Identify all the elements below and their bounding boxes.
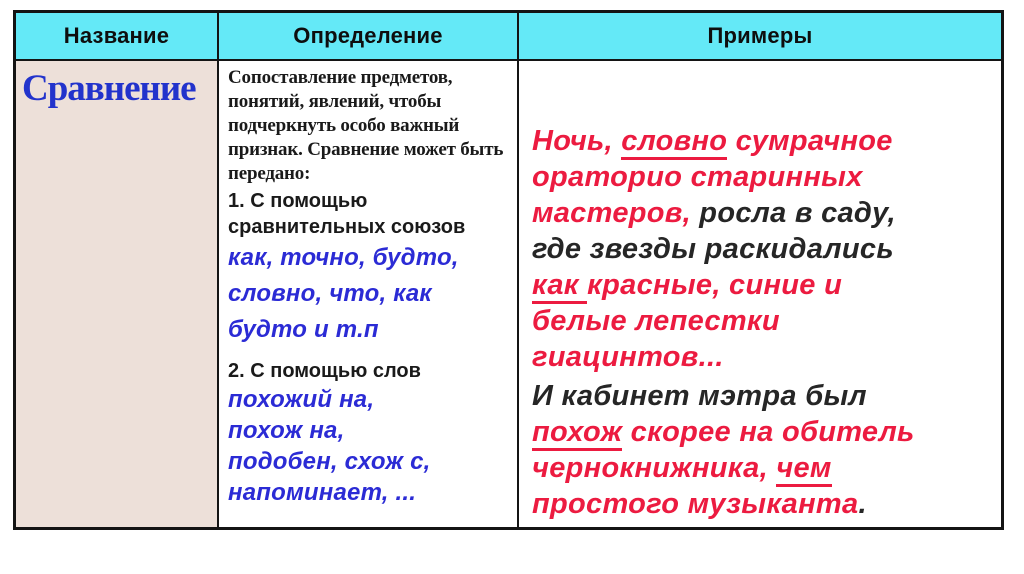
text-segment: белые лепестки bbox=[532, 305, 780, 337]
text-segment: простого музыканта bbox=[532, 488, 859, 520]
word-line: как, точно, будто, bbox=[228, 244, 459, 271]
method1-label: 1. С помощью сравнительных союзов bbox=[228, 190, 466, 238]
header-col-definition: Определение bbox=[219, 13, 517, 59]
term-label: Сравнение bbox=[22, 68, 196, 109]
text-segment: скорее на обитель bbox=[622, 416, 915, 448]
text-segment: росла в саду, bbox=[690, 197, 896, 229]
text-segment: ораторио старинных bbox=[532, 161, 863, 193]
word-line: подобен, схож с, bbox=[228, 448, 431, 475]
word-line: похож на, bbox=[228, 417, 345, 444]
header-col-name: Название bbox=[16, 13, 217, 59]
example-line bbox=[532, 450, 993, 486]
example-line bbox=[532, 378, 993, 414]
text-segment: Ночь, bbox=[532, 125, 622, 157]
text-segment: красные, синие и bbox=[587, 269, 843, 301]
method2-label: 2. С помощью слов bbox=[228, 360, 421, 382]
definition-cell bbox=[219, 61, 517, 527]
method2-words bbox=[228, 384, 509, 508]
word-line: словно, что, как bbox=[228, 280, 432, 307]
text-segment: мастеров, bbox=[532, 197, 691, 229]
text-segment: сумрачное bbox=[727, 125, 893, 157]
example-paragraph bbox=[532, 123, 993, 375]
example-line bbox=[532, 339, 993, 375]
example-line bbox=[532, 195, 993, 231]
comparison-table bbox=[13, 10, 1004, 530]
method1-words bbox=[228, 240, 509, 348]
text-segment: словно bbox=[621, 125, 727, 160]
text-segment: . bbox=[858, 488, 867, 520]
definition-intro: Сопоставление предметов, понятий, явлений, чтобы подчеркнуть особо важный признак. Сравнение может быть передано: bbox=[228, 67, 504, 184]
word-line: будто и т.п bbox=[228, 316, 379, 343]
example-line bbox=[532, 267, 993, 303]
example-line bbox=[532, 303, 993, 339]
example-paragraph bbox=[532, 378, 993, 522]
term-cell bbox=[16, 61, 217, 527]
example-line bbox=[532, 159, 993, 195]
example-line bbox=[532, 231, 993, 267]
text-segment: похож bbox=[532, 416, 622, 451]
header-col-examples: Примеры bbox=[519, 13, 1001, 59]
text-segment: чернокнижника, bbox=[532, 452, 777, 484]
word-line: похожий на, bbox=[228, 386, 375, 413]
text-segment: чем bbox=[776, 452, 831, 487]
example-line bbox=[532, 486, 993, 522]
text-segment: как bbox=[532, 269, 587, 304]
text-segment: гиацинтов... bbox=[532, 341, 724, 373]
example-line bbox=[532, 414, 993, 450]
text-segment: где звезды раскидались bbox=[532, 233, 894, 265]
examples-cell bbox=[519, 61, 1001, 527]
word-line: напоминает, ... bbox=[228, 479, 417, 506]
example-line bbox=[532, 123, 993, 159]
text-segment: И кабинет мэтра был bbox=[532, 380, 867, 412]
